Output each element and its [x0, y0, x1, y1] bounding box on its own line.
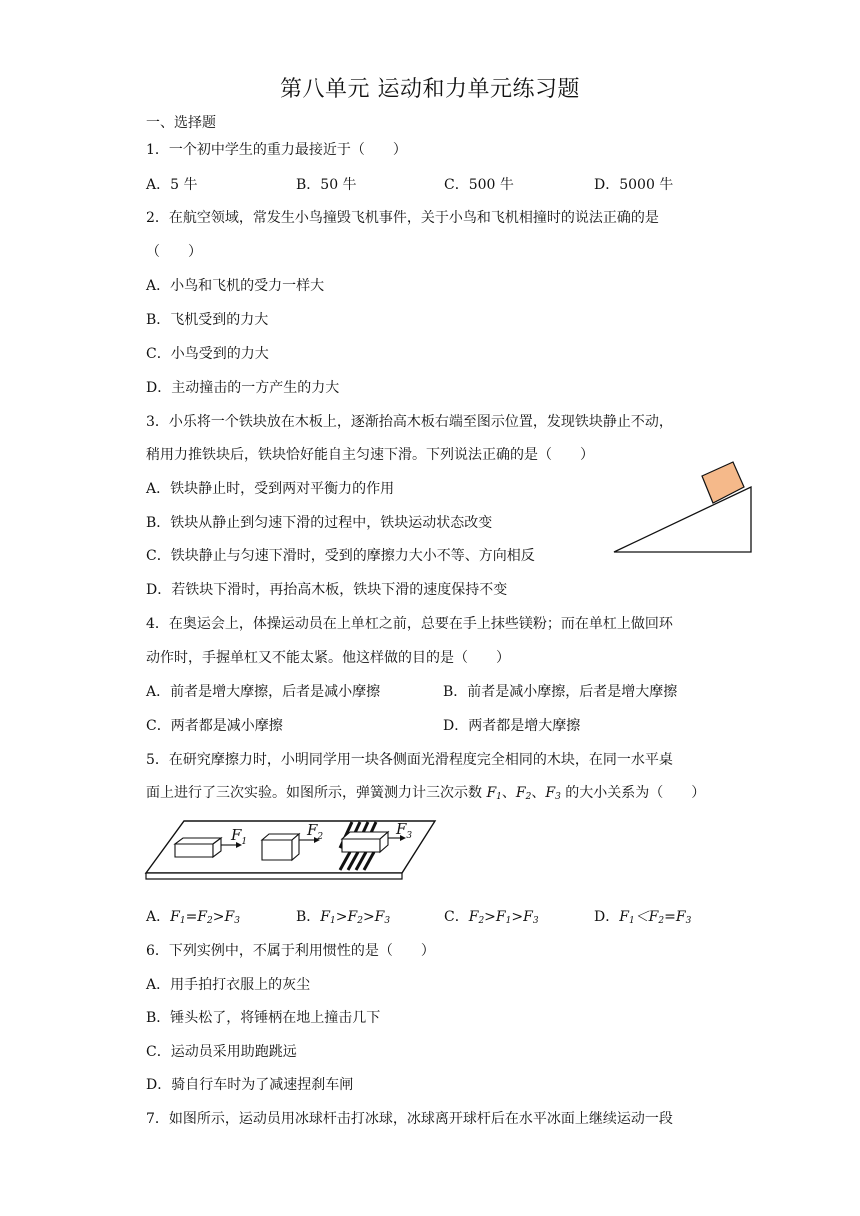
- q3-option-a[interactable]: A．铁块静止时，受到两对平衡力的作用: [146, 481, 395, 497]
- question-3-stem-line2: 稍用力推铁块后，铁块恰好能自主匀速下滑。下列说法正确的是（ ）: [146, 447, 594, 463]
- q3-option-c[interactable]: C．铁块静止与匀速下滑时，受到的摩擦力大小不等、方向相反: [146, 548, 535, 564]
- q5-option-d[interactable]: D．$F_1<F_2=F_3$: [594, 909, 692, 926]
- q3-option-d[interactable]: D．若铁块下滑时，再抬高木板，铁块下滑的速度保持不变: [146, 582, 508, 598]
- q6-option-d[interactable]: D．骑自行车时为了减速捏刹车闸: [146, 1077, 354, 1093]
- q5-option-b-expr: $F_1>F_2>F_3$: [320, 909, 391, 926]
- question-5-stem-line1: 5．在研究摩擦力时，小明同学用一块各侧面光滑程度完全相同的木块，在同一水平桌: [146, 752, 673, 768]
- label-f2: $F_2$: [307, 821, 324, 842]
- label-f1: $F_1$: [231, 826, 248, 847]
- q2-option-d[interactable]: D．主动撞击的一方产生的力大: [146, 380, 340, 396]
- q1-option-b[interactable]: B．50 牛: [296, 177, 357, 193]
- q3-option-b[interactable]: B．铁块从静止到匀速下滑的过程中，铁块运动状态改变: [146, 515, 493, 531]
- label-f3: $F_3$: [396, 820, 413, 841]
- q5-stem-suffix: 的大小关系为（ ）: [560, 785, 706, 801]
- q4-option-d[interactable]: D．两者都是增大摩擦: [443, 718, 581, 734]
- q6-option-a[interactable]: A．用手拍打衣服上的灰尘: [146, 977, 311, 993]
- question-4-stem-line1: 4．在奥运会上，体操运动员在上单杠之前，总要在手上抹些镁粉；而在单杠上做回环: [146, 616, 673, 632]
- question-7-stem: 7．如图所示，运动员用冰球杆击打冰球，冰球离开球杆后在水平冰面上继续运动一段: [146, 1111, 673, 1127]
- incline-figure: [610, 466, 760, 556]
- q5-stem-f3: $F_3$: [545, 785, 561, 802]
- q6-option-b[interactable]: B．锤头松了，将锤柄在地上撞击几下: [146, 1010, 381, 1026]
- table-edge: [146, 873, 402, 879]
- q5-stem-prefix: 面上进行了三次实验。如图所示，弹簧测力计三次示数: [146, 785, 487, 801]
- friction-experiment-figure: [144, 818, 444, 884]
- q5-option-a-expr: $F_1=F_2>F_3$: [170, 909, 240, 926]
- q5-option-a[interactable]: A．$F_1=F_2>F_3$: [146, 909, 240, 926]
- q4-option-b[interactable]: B．前者是减小摩擦，后者是增大摩擦: [443, 684, 678, 700]
- q1-option-a[interactable]: A．5 牛: [146, 177, 198, 193]
- q4-option-a[interactable]: A．前者是增大摩擦，后者是减小摩擦: [146, 684, 381, 700]
- question-4-stem-line2: 动作时，手握单杠又不能太紧。他这样做的目的是（ ）: [146, 650, 510, 666]
- q5-option-c[interactable]: C．$F_2>F_1>F_3$: [444, 909, 539, 926]
- q5-option-c-expr: $F_2>F_1>F_3$: [468, 909, 539, 926]
- q1-option-d[interactable]: D．5000 牛: [594, 177, 674, 193]
- q5-option-d-expr: $F_1<F_2=F_3$: [619, 909, 692, 926]
- question-5-stem-line2: 面上进行了三次实验。如图所示，弹簧测力计三次示数 $F_1$、$F_2$、$F_3$ 的大小关系为（ ）: [146, 785, 706, 802]
- question-2-stem-line2: （ ）: [146, 244, 202, 260]
- q5-option-b[interactable]: B．$F_1>F_2>F_3$: [296, 909, 391, 926]
- q4-option-c[interactable]: C．两者都是减小摩擦: [146, 718, 283, 734]
- block-2: [262, 834, 299, 860]
- iron-block: [702, 462, 744, 503]
- question-3-stem-line1: 3．小乐将一个铁块放在木板上，逐渐抬高木板右端至图示位置，发现铁块静止不动，: [146, 414, 673, 430]
- question-2-stem-line1: 2．在航空领域，常发生小鸟撞毁飞机事件，关于小鸟和飞机相撞时的说法正确的是: [146, 210, 659, 226]
- q6-option-c[interactable]: C．运动员采用助跑跳远: [146, 1044, 297, 1060]
- question-1-stem: 1．一个初中学生的重力最接近于（ ）: [146, 142, 407, 158]
- question-6-stem: 6．下列实例中，不属于利用惯性的是（ ）: [146, 943, 435, 959]
- q5-stem-f2: $F_2$: [515, 785, 532, 802]
- q1-option-c[interactable]: C．500 牛: [444, 177, 514, 193]
- q5-stem-f1: $F_1$: [486, 785, 502, 802]
- page-title: 第八单元 运动和力单元练习题: [280, 77, 580, 102]
- block-1: [175, 838, 221, 857]
- block-3: [342, 832, 388, 852]
- q2-option-c[interactable]: C．小鸟受到的力大: [146, 346, 269, 362]
- q2-option-a[interactable]: A．小鸟和飞机的受力一样大: [146, 278, 325, 294]
- section-heading: 一、选择题: [146, 115, 216, 131]
- incline-board: [614, 487, 751, 552]
- q2-option-b[interactable]: B．飞机受到的力大: [146, 312, 269, 328]
